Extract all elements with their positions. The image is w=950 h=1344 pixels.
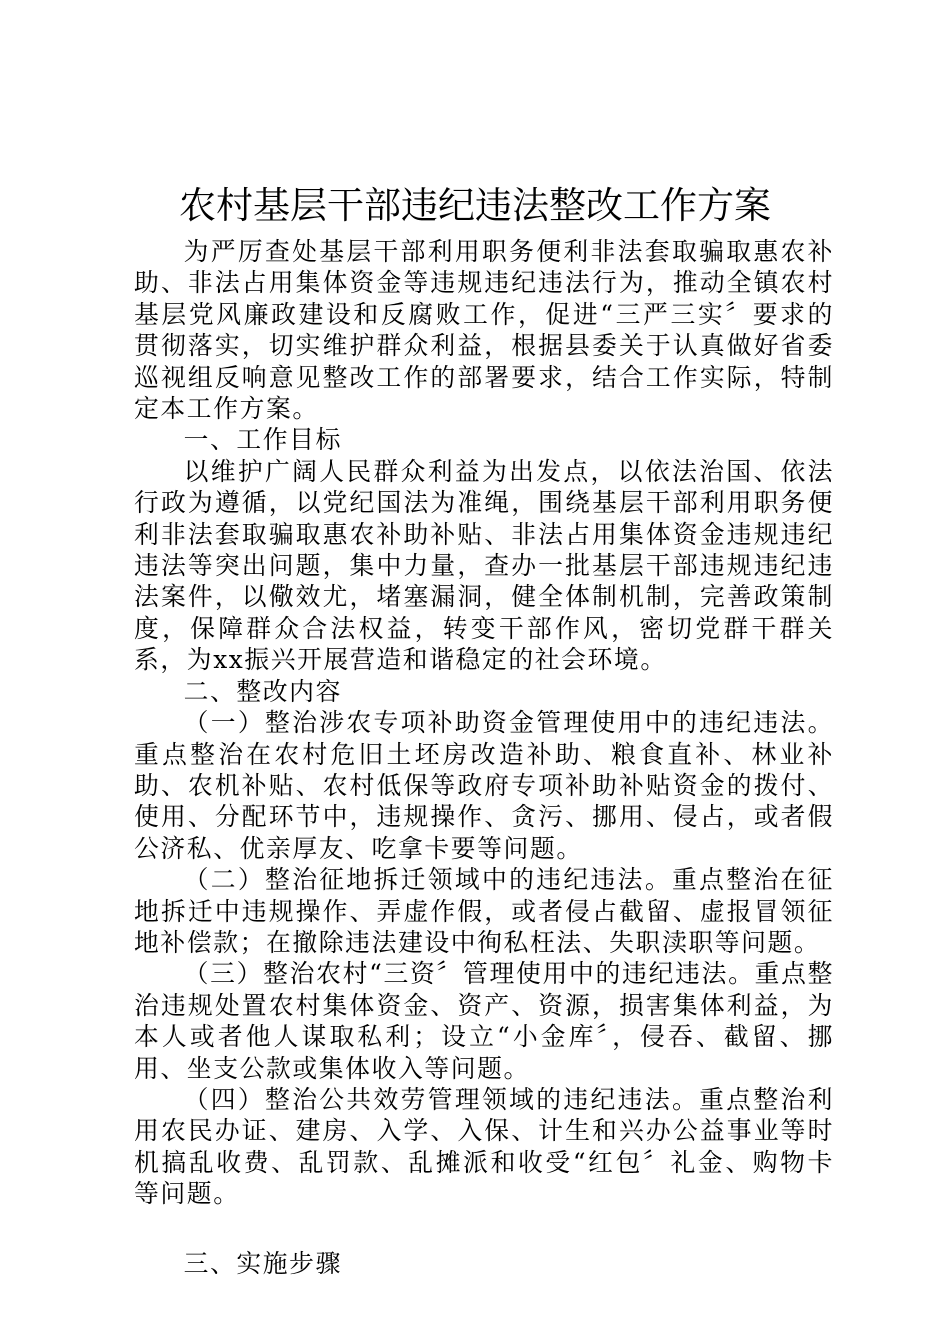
- intro-paragraph: 为严厉查处基层干部利用职务便利非法套取骗取惠农补助、非法占用集体资金等违规违纪违法行为，推动全镇农村基层党风廉政建设和反腐败工作，促进“三严三实〞要求的贯彻落实，切实维护群众利益，根据县委关于认真做好省委巡视组反响意见整改工作的部署要求，结合工作实际，特制定本工作方案。: [134, 237, 834, 424]
- content-item-2: （二）整治征地拆迁领域中的违纪违法。重点整治在征地拆迁中违规操作、弄虚作假，或者侵占截留、虚报冒领征地补偿款；在撤除违法建设中徇私枉法、失职渎职等问题。: [134, 865, 834, 957]
- content-item-4: （四）整治公共效劳管理领域的违纪违法。重点整治利用农民办证、建房、入学、入保、计生和兴办公益事业等时机搞乱收费、乱罚款、乱摊派和收受“红包〞礼金、购物卡等问题。: [134, 1084, 834, 1209]
- content-item-3: （三）整治农村“三资〞管理使用中的违纪违法。重点整治违规处置农村集体资金、资产、资源，损害集体利益，为本人或者他人谋取私利；设立“小金库〞，侵吞、截留、挪用、坐支公款或集体收入等问题。: [134, 959, 834, 1083]
- document-body: [134, 236, 834, 1279]
- section-heading-steps: 三、实施步骤: [183, 1248, 342, 1278]
- document-title: 农村基层干部违纪违法整改工作方案: [179, 184, 771, 227]
- content-item-1: （一）整治涉农专项补助资金管理使用中的违纪违法。重点整治在农村危旧土坯房改造补助、粮食直补、林业补助、农机补贴、农村低保等政府专项补助补贴资金的拨付、使用、分配环节中，违规操作、贪污、挪用、侵占，或者假公济私、优亲厚友、吃拿卡要等问题。: [134, 708, 834, 863]
- section-heading-content: 二、整改内容: [183, 676, 342, 706]
- paragraph-spacer: [134, 1210, 834, 1248]
- section-heading-goals: 一、工作目标: [183, 425, 342, 455]
- goals-paragraph: 以维护广阔人民群众利益为出发点，以依法治国、依法行政为遵循，以党纪国法为准绳，围绕基层干部利用职务便利非法套取骗取惠农补助补贴、非法占用集体资金违规违纪违法等突出问题，集中力量，查办一批基层干部违规违纪违法案件，以儆效尤，堵塞漏洞，健全体制机制，完善政策制度，保障群众合法权益，转变干部作风，密切党群干群关系，为xx振兴开展营造和谐稳定的社会环境。: [134, 456, 834, 675]
